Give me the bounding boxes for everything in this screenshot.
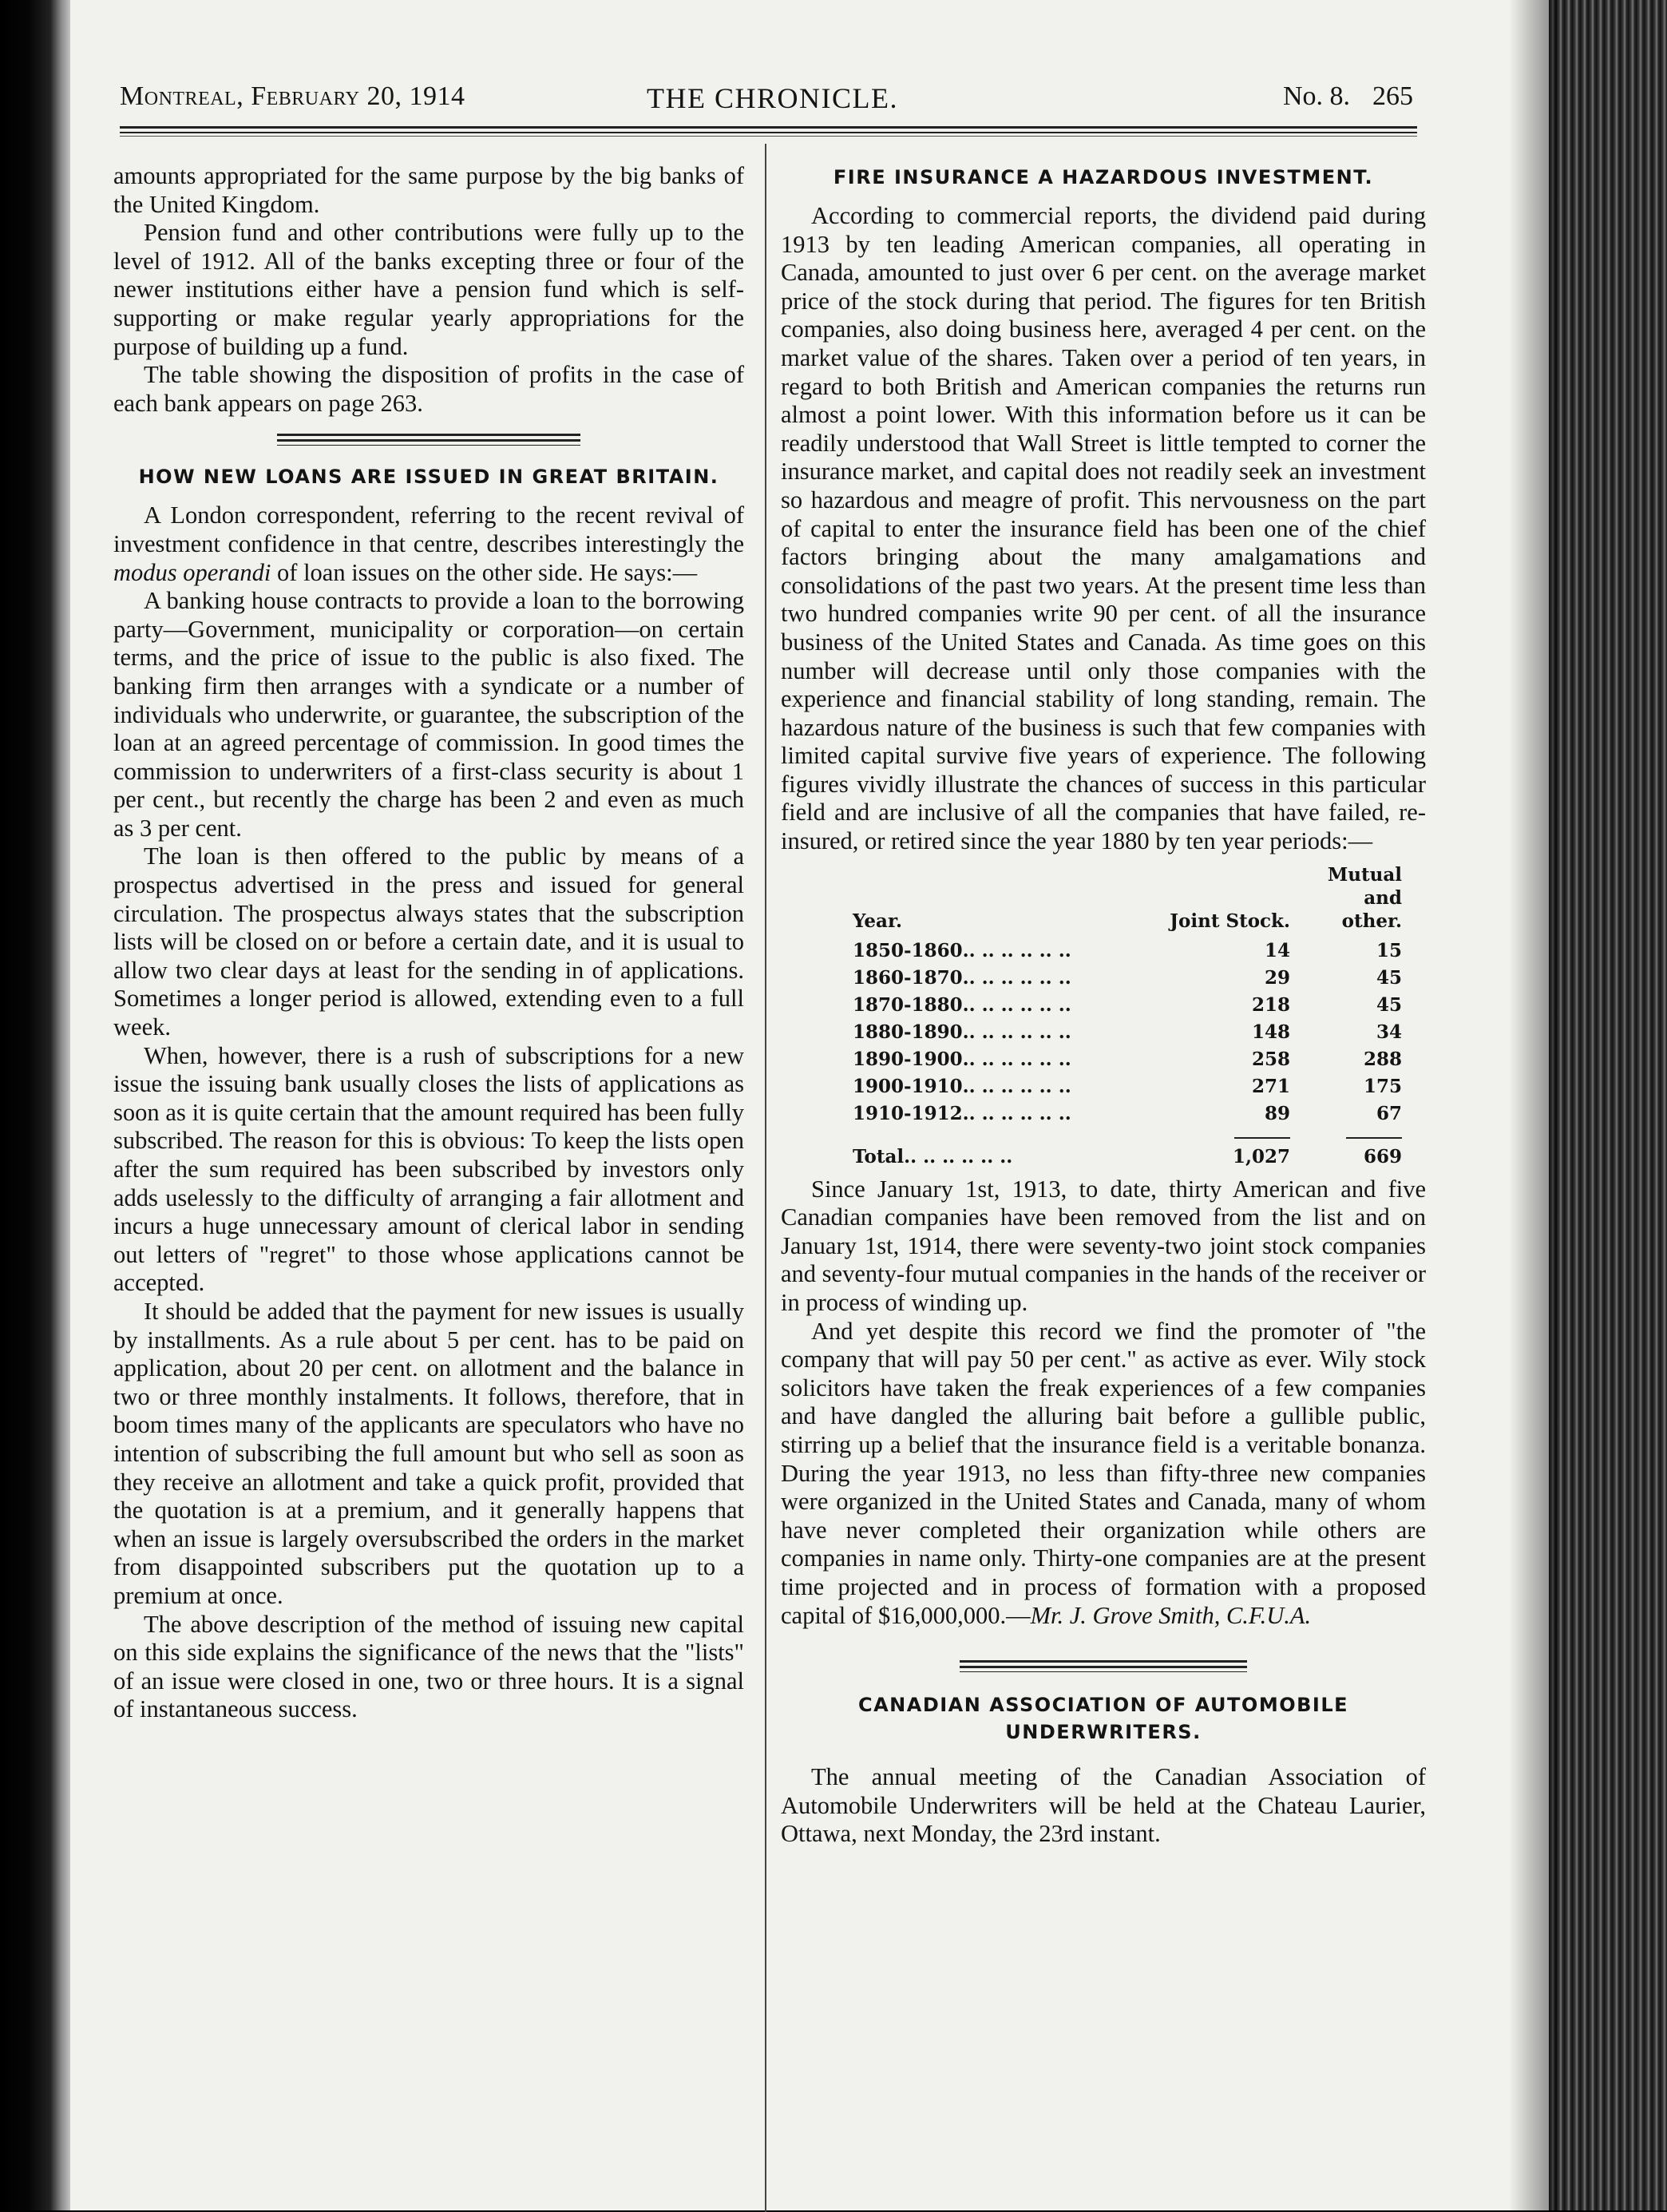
table-header-row — [781, 862, 1426, 938]
header-rule — [120, 126, 1417, 129]
cell-year: 1850-1860.. .. .. .. .. .. — [853, 939, 1071, 961]
failures-table — [781, 862, 1426, 1171]
table-row — [781, 1019, 1426, 1046]
cell-year: 1910-1912.. .. .. .. .. .. — [853, 1102, 1071, 1124]
cell-mutual: 34 — [1376, 1021, 1402, 1043]
header-issue-number: No. 8. — [1282, 81, 1350, 111]
cell-total-label: Total.. .. .. .. .. .. — [853, 1145, 1013, 1167]
article-heading: FIRE INSURANCE A HAZARDOUS INVESTMENT. — [833, 166, 1374, 188]
table-row — [781, 938, 1426, 965]
paragraph: When, however, there is a rush of subscriptions for a new issue the issuing bank usually closes the lists of applications as soon as it is quite certain that the amount required has been fully subscribed. The reason for this is obvious: To keep the lists open after the sum required has been subscribed by investors only adds uselessly to the difficulty of arranging a fair allotment and incurs a huge unnecessary amount of clerical labor in sending out letters of "regret" to those whose applications cannot be accepted. — [113, 1041, 744, 1297]
cell-year: 1890-1900.. .. .. .. .. .. — [853, 1048, 1071, 1070]
cell-joint-stock: 148 — [1251, 1021, 1290, 1043]
header-rule — [120, 136, 1417, 137]
cell-joint-stock: 258 — [1251, 1048, 1290, 1070]
paragraph: A London correspondent, referring to the recent revival of investment confidence in that centre, describes interestingly the modus operandi of loan issues on the other side. He says:— — [113, 501, 744, 586]
paragraph: The above description of the method of issuing new capital on this side explains the significance of the news that the "lists" of an issue were closed in one, two or three hours. It is a signal of instantaneous success. — [113, 1610, 744, 1723]
header-page-number: 265 — [1372, 81, 1413, 111]
article-heading: HOW NEW LOANS ARE ISSUED IN GREAT BRITAIN. — [138, 466, 719, 489]
cell-year: 1860-1870.. .. .. .. .. .. — [853, 966, 1071, 989]
cell-joint-stock: 89 — [1264, 1102, 1290, 1124]
paragraph: It should be added that the payment for new issues is usually by installments. As a rule about 5 per cent. has to be paid on application, about 20 per cent. on allotment and the balance in two or three monthly instalments. It follows, therefore, that in boom times many of the applicants are speculators who have no intention of subscribing the full amount but who sell as soon as they receive an allotment and take a quick profit, provided that the quotation is at a premium, and it generally happens that when an issue is largely oversubscribed the orders in the market from disappointed subscribers put the quotation up to a premium at once. — [113, 1297, 744, 1609]
left-column — [113, 162, 744, 1724]
paragraph: A banking house contracts to provide a loan to the borrowing party—Government, municipality or corporation—on certain terms, and the price of issue to the public is also fixed. The banking firm then arranges with a syndicate or a number of individuals who underwrite, or guarantee, the subscription of the loan at an agreed percentage of commission. In good times the commission to underwriters of a first-class security is about 1 per cent., but recently the charge has been 2 and even as much as 3 per cent. — [113, 587, 744, 842]
cell-joint-stock: 14 — [1264, 939, 1290, 961]
cell-mutual: 67 — [1376, 1102, 1402, 1124]
page-header — [120, 81, 1413, 121]
table-row — [781, 1073, 1426, 1100]
right-column — [781, 162, 1426, 1849]
header-date: Montreal, February 20, 1914 — [120, 81, 465, 111]
header-page-info — [1283, 81, 1413, 112]
paragraph: Since January 1st, 1913, to date, thirty American and five Canadian companies have been removed from the list and on January 1st, 1914, there were seventy-two joint stock companies and seventy-four mutual companies in the hands of the receiver or in process of winding up. — [781, 1175, 1426, 1317]
column-header-joint-stock: Joint Stock. — [1170, 910, 1290, 932]
table-row — [781, 965, 1426, 992]
column-header-year: Year. — [853, 910, 902, 932]
cell-mutual: 45 — [1376, 966, 1402, 989]
cell-joint-stock: 271 — [1251, 1075, 1290, 1097]
table-row — [781, 1046, 1426, 1073]
cell-mutual: 15 — [1376, 939, 1402, 961]
page-curl-shadow — [1509, 0, 1557, 2210]
header-title: THE CHRONICLE. — [647, 82, 898, 114]
section-divider — [277, 434, 580, 446]
cell-total-mutual: 669 — [1363, 1145, 1402, 1167]
paragraph: amounts appropriated for the same purpose by the big banks of the United Kingdom. — [113, 162, 744, 218]
header-rule — [120, 132, 1417, 133]
paragraph: The table showing the disposition of profits in the case of each bank appears on page 263. — [113, 361, 744, 417]
cell-joint-stock: 29 — [1264, 966, 1290, 989]
paragraph: Pension fund and other contributions were fully up to the level of 1912. All of the banks excepting three or four of the newer institutions either have a pension fund which is self-supporting or make regular yearly appropriations for the purpose of building up a fund. — [113, 219, 744, 360]
column-header-mutual: Mutual and other. — [1327, 863, 1402, 932]
cell-year: 1900-1910.. .. .. .. .. .. — [853, 1075, 1071, 1097]
cell-year: 1870-1880.. .. .. .. .. .. — [853, 993, 1071, 1016]
cell-mutual: 288 — [1363, 1048, 1402, 1070]
table-row — [781, 992, 1426, 1019]
cell-mutual: 45 — [1376, 993, 1402, 1016]
column-divider — [765, 144, 766, 2212]
book-page-edges — [1549, 0, 1667, 2210]
paragraph: According to commercial reports, the dividend paid during 1913 by ten leading American companies, all operating in Canada, amounted to just over 6 per cent. on the average market price of the stock during that period. The figures for ten British companies, also doing business here, averaged 4 per cent. on the market value of the shares. Taken over a period of ten years, in regard to both British and American companies the returns run almost a point lower. With this information before us it can be readily understood that Wall Street is little tempted to corner the insurance market, and capital does not readily seek an investment so hazardous and meagre of profit. This nervousness on the part of capital to enter the insurance field has been one of the chief factors bringing about the many amalgamations and consolidations of the past two years. At the present time less than two hundred companies write 90 per cent. of all the insurance business of the United States and Canada. As time goes on this number will decrease until only those companies with the experience and financial stability of long standing, remain. The hazardous nature of the business is such that few companies with limited capital survive five years of experience. The following figures vividly illustrate the chances of success in this particular field and are inclusive of all the companies that have failed, re-insured, or retired since the year 1880 by ten year periods:— — [781, 202, 1426, 855]
cell-mutual: 175 — [1363, 1075, 1402, 1097]
cell-joint-stock: 218 — [1251, 993, 1290, 1016]
section-divider — [960, 1660, 1247, 1672]
paragraph: The annual meeting of the Canadian Association of Automobile Underwriters will be held at the Chateau Laurier, Ottawa, next Monday, the 23rd instant. — [781, 1763, 1426, 1848]
cell-year: 1880-1890.. .. .. .. .. .. — [853, 1021, 1071, 1043]
cell-total-joint-stock: 1,027 — [1232, 1145, 1290, 1167]
book-binding-left — [0, 0, 72, 2210]
paragraph: The loan is then offered to the public by means of a prospectus advertised in the press and issued for general circulation. The prospectus always states that the subscription lists will be closed on or before a certain date, and it is usual to allow two clear days at least for the sending in of applications. Sometimes a longer period is allowed, extending even to a full week. — [113, 842, 744, 1041]
table-total-row — [781, 1139, 1426, 1171]
paragraph: And yet despite this record we find the promoter of "the company that will pay 50 per cent." as active as ever. Wily stock solicitors have taken the freak experiences of a few companies and have dangled the alluring bait before a gullible public, stirring up a belief that the insurance field is a veritable bonanza. During the year 1913, no less than fifty-three new companies were organized in the United States and Canada, many of whom have never completed their organization while others are companies in name only. Thirty-one companies are at the present time projected and in process of formation with a proposed capital of $16,000,000.—Mr. J. Grove Smith, C.F.U.A. — [781, 1317, 1426, 1629]
table-row — [781, 1100, 1426, 1128]
article-heading: CANADIAN ASSOCIATION OF AUTOMOBILE UNDERWRITERS. — [857, 1694, 1349, 1744]
total-rule-row — [781, 1128, 1426, 1139]
